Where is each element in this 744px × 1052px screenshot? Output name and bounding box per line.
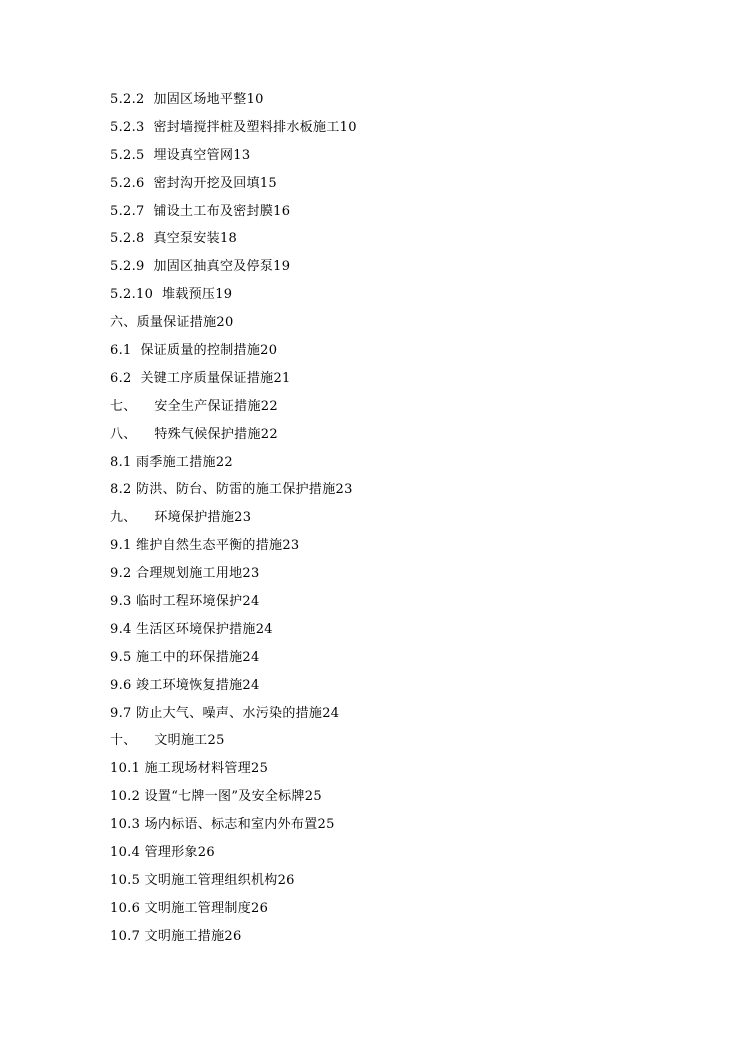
- toc-entry: [110, 644, 710, 672]
- toc-entry-number: 9.4: [110, 621, 132, 637]
- toc-entry: [110, 867, 710, 895]
- toc-entry-page-number: 10: [246, 92, 264, 107]
- toc-entry-number: 5.2.6: [110, 175, 145, 191]
- toc-entry-spacer: [137, 399, 155, 414]
- toc-entry-title: 临时工程环境保护: [136, 594, 243, 610]
- toc-entry-title: 关键工序质量保证措施: [140, 370, 274, 386]
- toc-entry: [110, 560, 710, 588]
- toc-entry-title: 施工中的环保措施: [136, 649, 243, 665]
- toc-entry-page-number: 23: [234, 510, 252, 526]
- toc-entry-title: 安全生产保证措施: [154, 398, 261, 414]
- toc-entry: [110, 672, 710, 700]
- toc-entry-title: 设置“七牌一图”及安全标牌: [144, 789, 305, 805]
- toc-entry-title: 密封墙搅拌桩及塑料排水板施工: [153, 119, 340, 135]
- toc-entry-number: 5.2.10: [110, 287, 154, 303]
- toc-entry-number: 9.2: [110, 566, 132, 582]
- toc-entry-page-number: 13: [233, 147, 251, 163]
- toc-entry-page-number: 21: [273, 370, 291, 386]
- toc-entry-page-number: 19: [215, 287, 233, 303]
- toc-entry: [110, 309, 710, 337]
- toc-entry-title: 环境保护措施: [154, 510, 235, 526]
- toc-entry: [110, 811, 710, 839]
- toc-entry: [110, 86, 710, 114]
- toc-entry-page-number: 18: [219, 231, 238, 247]
- toc-entry-number: 6.1: [110, 343, 132, 359]
- toc-entry-page-number: 15: [259, 175, 278, 191]
- toc-entry-number: 10.5: [110, 872, 141, 888]
- toc-entry-page-number: 24: [242, 649, 260, 665]
- toc-entry: [110, 449, 710, 477]
- toc-entry-number: 8.1: [110, 454, 132, 470]
- toc-entry: [110, 476, 710, 504]
- toc-entry: [110, 895, 710, 923]
- toc-entry-page-number: 24: [242, 677, 260, 693]
- toc-entry-number: 5.2.2: [110, 92, 145, 107]
- toc-entry-number: 10.3: [110, 817, 141, 833]
- toc-entry-page-number: 26: [251, 900, 269, 916]
- toc-entry: [110, 727, 710, 755]
- toc-entry-number: 9.1: [110, 538, 132, 554]
- toc-entry-number: 六、: [110, 315, 137, 331]
- toc-entry-number: 5.2.9: [110, 259, 145, 275]
- toc-entry-title: 文明施工管理组织机构: [144, 872, 278, 888]
- toc-entry-title: 质量保证措施: [136, 315, 217, 331]
- toc-entry-page-number: 25: [207, 733, 225, 749]
- toc-entry-title: 文明施工管理制度: [144, 900, 251, 916]
- toc-entry-number: 6.2: [110, 370, 132, 386]
- toc-entry-title: 真空泵安装: [153, 231, 220, 247]
- toc-entry-page-number: 24: [322, 705, 340, 721]
- toc-entry-title: 防洪、防台、防雷的施工保护措施: [136, 482, 336, 498]
- toc-entry: [110, 337, 710, 365]
- toc-entry-page-number: 25: [251, 761, 269, 777]
- toc-entry: [110, 839, 710, 867]
- toc-entry: [110, 142, 710, 170]
- toc-entry: [110, 588, 710, 616]
- toc-entry-page-number: 25: [304, 789, 322, 805]
- toc-entry: [110, 421, 710, 449]
- toc-entry-page-number: 20: [216, 315, 234, 331]
- toc-entry-title: 施工现场材料管理: [144, 761, 251, 777]
- toc-entry: [110, 504, 710, 532]
- toc-entry-number: 9.6: [110, 677, 132, 693]
- toc-entry-page-number: 25: [317, 817, 335, 833]
- toc-entry-title: 保证质量的控制措施: [140, 343, 261, 359]
- toc-entry-number: 八、: [110, 426, 137, 442]
- toc-entry-page-number: 26: [224, 928, 242, 944]
- toc-entry-title: 加固区场地平整: [153, 92, 247, 107]
- toc-entry: [110, 393, 710, 421]
- toc-entry-number: 9.3: [110, 594, 132, 610]
- toc-entry-number: 5.2.3: [110, 119, 145, 135]
- toc-entry-title: 特殊气候保护措施: [154, 426, 261, 442]
- toc-entry-page-number: 23: [242, 566, 260, 582]
- toc-entry-number: 七、: [110, 398, 137, 414]
- toc-entry-number: 九、: [110, 510, 137, 526]
- toc-entry-title: 竣工环境恢复措施: [136, 677, 243, 693]
- toc-entry: [110, 225, 710, 253]
- toc-entry-page-number: 19: [273, 259, 291, 275]
- toc-entry-title: 文明施工: [154, 733, 208, 749]
- toc-entry-number: 9.7: [110, 705, 132, 721]
- toc-entry-number: 9.5: [110, 649, 132, 665]
- toc-entry-title: 管理形象: [144, 845, 198, 861]
- toc-entry-title: 生活区环境保护措施: [136, 621, 256, 637]
- toc-entry-number: 10.6: [110, 900, 141, 916]
- toc-entry-title: 防止大气、噪声、水污染的措施: [136, 705, 323, 721]
- toc-entry: [110, 114, 710, 142]
- toc-entry-number: 8.2: [110, 482, 132, 498]
- toc-entry-page-number: 23: [282, 538, 300, 554]
- toc-entry-title: 密封沟开挖及回填: [153, 175, 260, 191]
- toc-entry: [110, 281, 710, 309]
- toc-entry-page-number: 22: [260, 426, 278, 442]
- toc-entry: [110, 700, 710, 728]
- toc-entry: [110, 755, 710, 783]
- toc-entry-page-number: 26: [197, 845, 215, 861]
- toc-entry-page-number: 23: [335, 482, 353, 498]
- toc-entry-page-number: 24: [255, 621, 273, 637]
- toc-entry-page-number: 24: [242, 594, 260, 610]
- toc-entry: [110, 198, 710, 226]
- toc-entry-page-number: 22: [215, 454, 233, 470]
- toc-entry: [110, 616, 710, 644]
- toc-entry: [110, 253, 710, 281]
- toc-entry-title: 场内标语、标志和室内外布置: [144, 817, 318, 833]
- toc-entry-title: 加固区抽真空及停泵: [153, 259, 274, 275]
- toc-entry-page-number: 22: [260, 398, 278, 414]
- toc-entry-number: 10.4: [110, 845, 141, 861]
- toc-entry-page-number: 20: [260, 343, 278, 359]
- toc-entry: [110, 365, 710, 393]
- toc-entry: [110, 170, 710, 198]
- toc-entry-spacer: [137, 427, 155, 442]
- toc-entry-number: 5.2.8: [110, 231, 145, 247]
- toc-entry-page-number: 10: [339, 119, 357, 135]
- toc-entry-title: 文明施工措施: [144, 928, 225, 944]
- toc-entry-spacer: [153, 287, 162, 302]
- table-of-contents: [110, 86, 710, 951]
- toc-entry-number: 十、: [110, 733, 137, 749]
- toc-entry-number: 10.1: [110, 761, 141, 777]
- toc-entry-number: 5.2.7: [110, 203, 145, 219]
- toc-entry-page-number: 26: [277, 872, 295, 888]
- toc-entry-spacer: [137, 733, 155, 748]
- toc-entry: [110, 783, 710, 811]
- toc-entry-title: 埋设真空管网: [153, 147, 234, 163]
- toc-entry-number: 10.2: [110, 789, 141, 805]
- toc-entry-title: 合理规划施工用地: [136, 566, 243, 582]
- toc-entry-number: 10.7: [110, 928, 141, 944]
- toc-entry-number: 5.2.5: [110, 147, 145, 163]
- toc-entry-title: 雨季施工措施: [136, 454, 216, 470]
- toc-entry: [110, 923, 710, 951]
- toc-entry-title: 铺设土工布及密封膜: [153, 203, 274, 219]
- toc-entry-page-number: 16: [273, 203, 291, 219]
- toc-entry: [110, 532, 710, 560]
- toc-entry-spacer: [137, 510, 155, 525]
- toc-entry-title: 维护自然生态平衡的措施: [136, 538, 283, 554]
- toc-entry-title: 堆载预压: [162, 287, 216, 303]
